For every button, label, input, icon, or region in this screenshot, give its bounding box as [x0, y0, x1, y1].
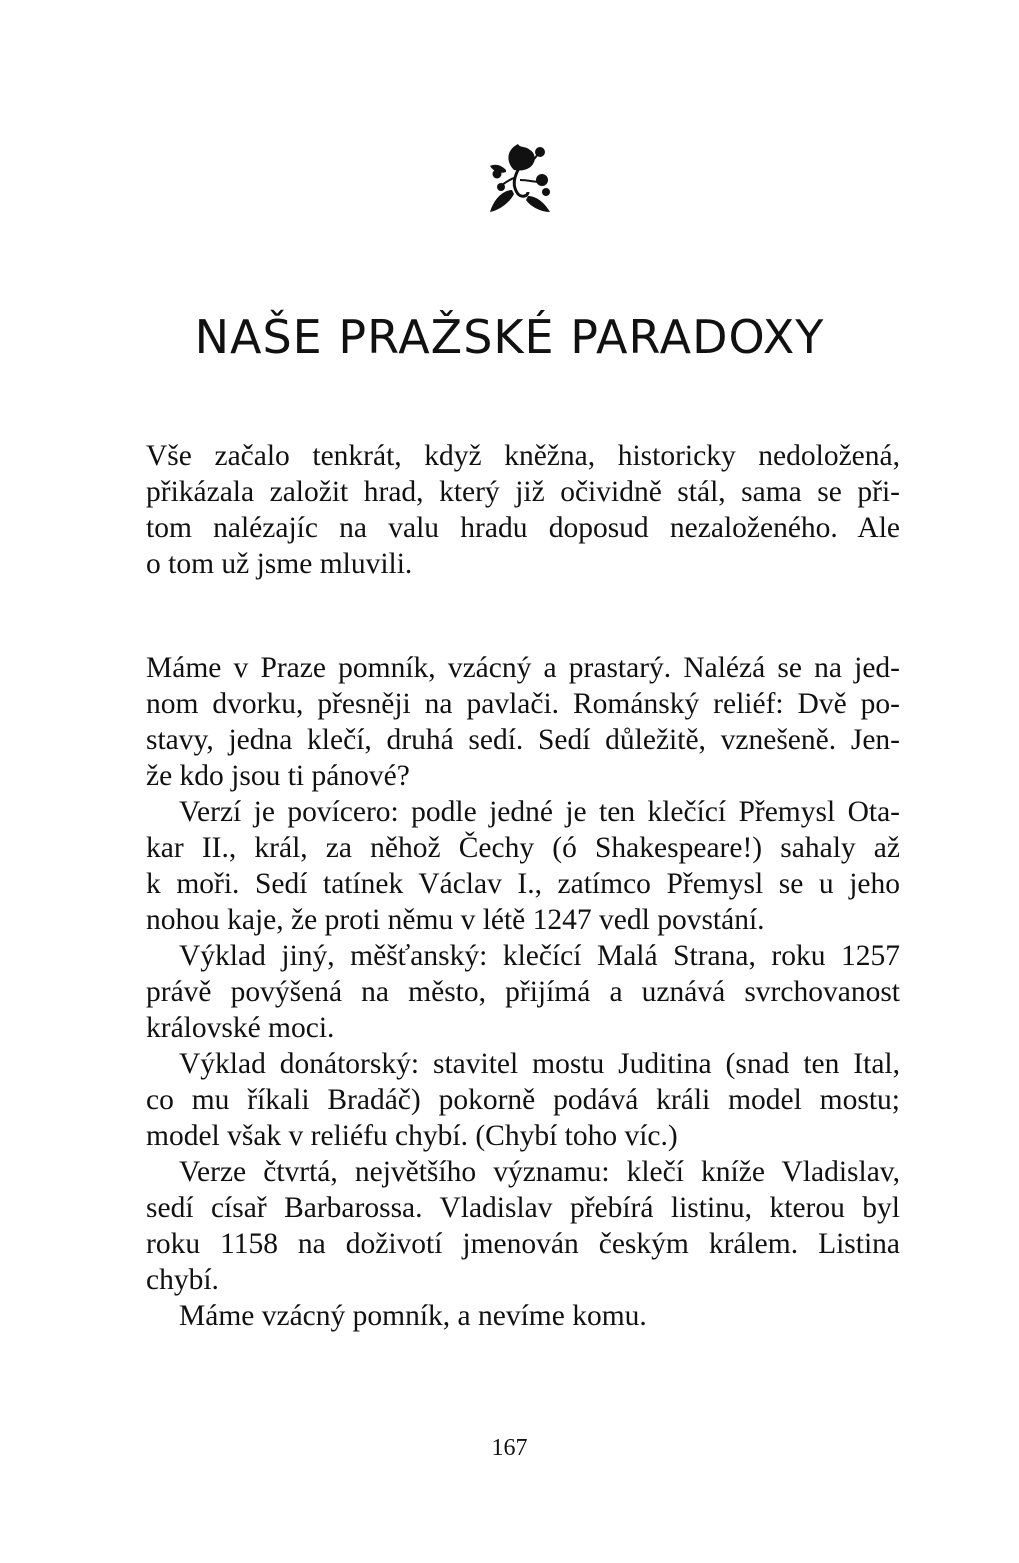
text-line: právě povýšená na město, přijímá a uznává svrchovanost: [146, 976, 900, 1008]
text-line: královské moci.: [146, 1012, 335, 1044]
floral-vine-icon: [484, 140, 556, 216]
text-line: Verzí je povícero: podle jedné je ten klečící Přemysl Ota-: [179, 796, 900, 828]
page-number: 167: [491, 1435, 528, 1461]
text-line: nom dvorku, přesněji na pavlači. Románský reliéf: Dvě po-: [146, 688, 900, 720]
text-line: co mu říkali Bradáč) pokorně podává králi model mostu;: [146, 1084, 900, 1116]
paragraph-monument: [146, 650, 900, 1334]
text-line: o tom už jsme mluvili.: [146, 548, 413, 580]
text-line: sedí císař Barbarossa. Vladislav přebírá listinu, kterou byl: [146, 1192, 900, 1224]
text-line: stavy, jedna klečí, druhá sedí. Sedí důležitě, vznešeně. Jen-: [146, 724, 900, 756]
text-line: Máme v Praze pomník, vzácný a prastarý. Nalézá se na jed-: [146, 652, 900, 684]
text-line: Výklad donátorský: stavitel mostu Juditina (snad ten Ital,: [179, 1048, 900, 1080]
text-line: chybí.: [146, 1264, 219, 1296]
text-line: roku 1158 na doživotí jmenován českým králem. Listina: [146, 1228, 900, 1260]
text-line: Máme vzácný pomník, a nevíme komu.: [179, 1300, 647, 1332]
chapter-title: NAŠE PRAŽSKÉ PARADOXY: [194, 310, 825, 364]
text-line: k moři. Sedí tatínek Václav I., zatímco Přemysl se u jeho: [146, 868, 900, 900]
text-line: tom nalézajíc na valu hradu doposud nezaloženého. Ale: [146, 512, 900, 544]
text-line: Verze čtvrtá, největšího významu: klečí kníže Vladislav,: [179, 1156, 900, 1188]
paragraph-intro: [146, 438, 900, 582]
text-line: nohou kaje, že proti němu v létě 1247 vedl povstání.: [146, 904, 765, 936]
text-line: Výklad jiný, měšťanský: klečící Malá Strana, roku 1257: [179, 940, 900, 972]
text-line: kar II., král, za něhož Čechy (ó Shakespeare!) sahaly až: [146, 832, 900, 864]
text-line: model však v reliéfu chybí. (Chybí toho víc.): [146, 1120, 678, 1152]
text-line: Vše začalo tenkrát, když kněžna, historicky nedoložená,: [146, 440, 900, 472]
text-line: přikázala založit hrad, který již očividně stál, sama se při-: [146, 476, 900, 508]
text-line: že kdo jsou ti pánové?: [146, 760, 410, 792]
